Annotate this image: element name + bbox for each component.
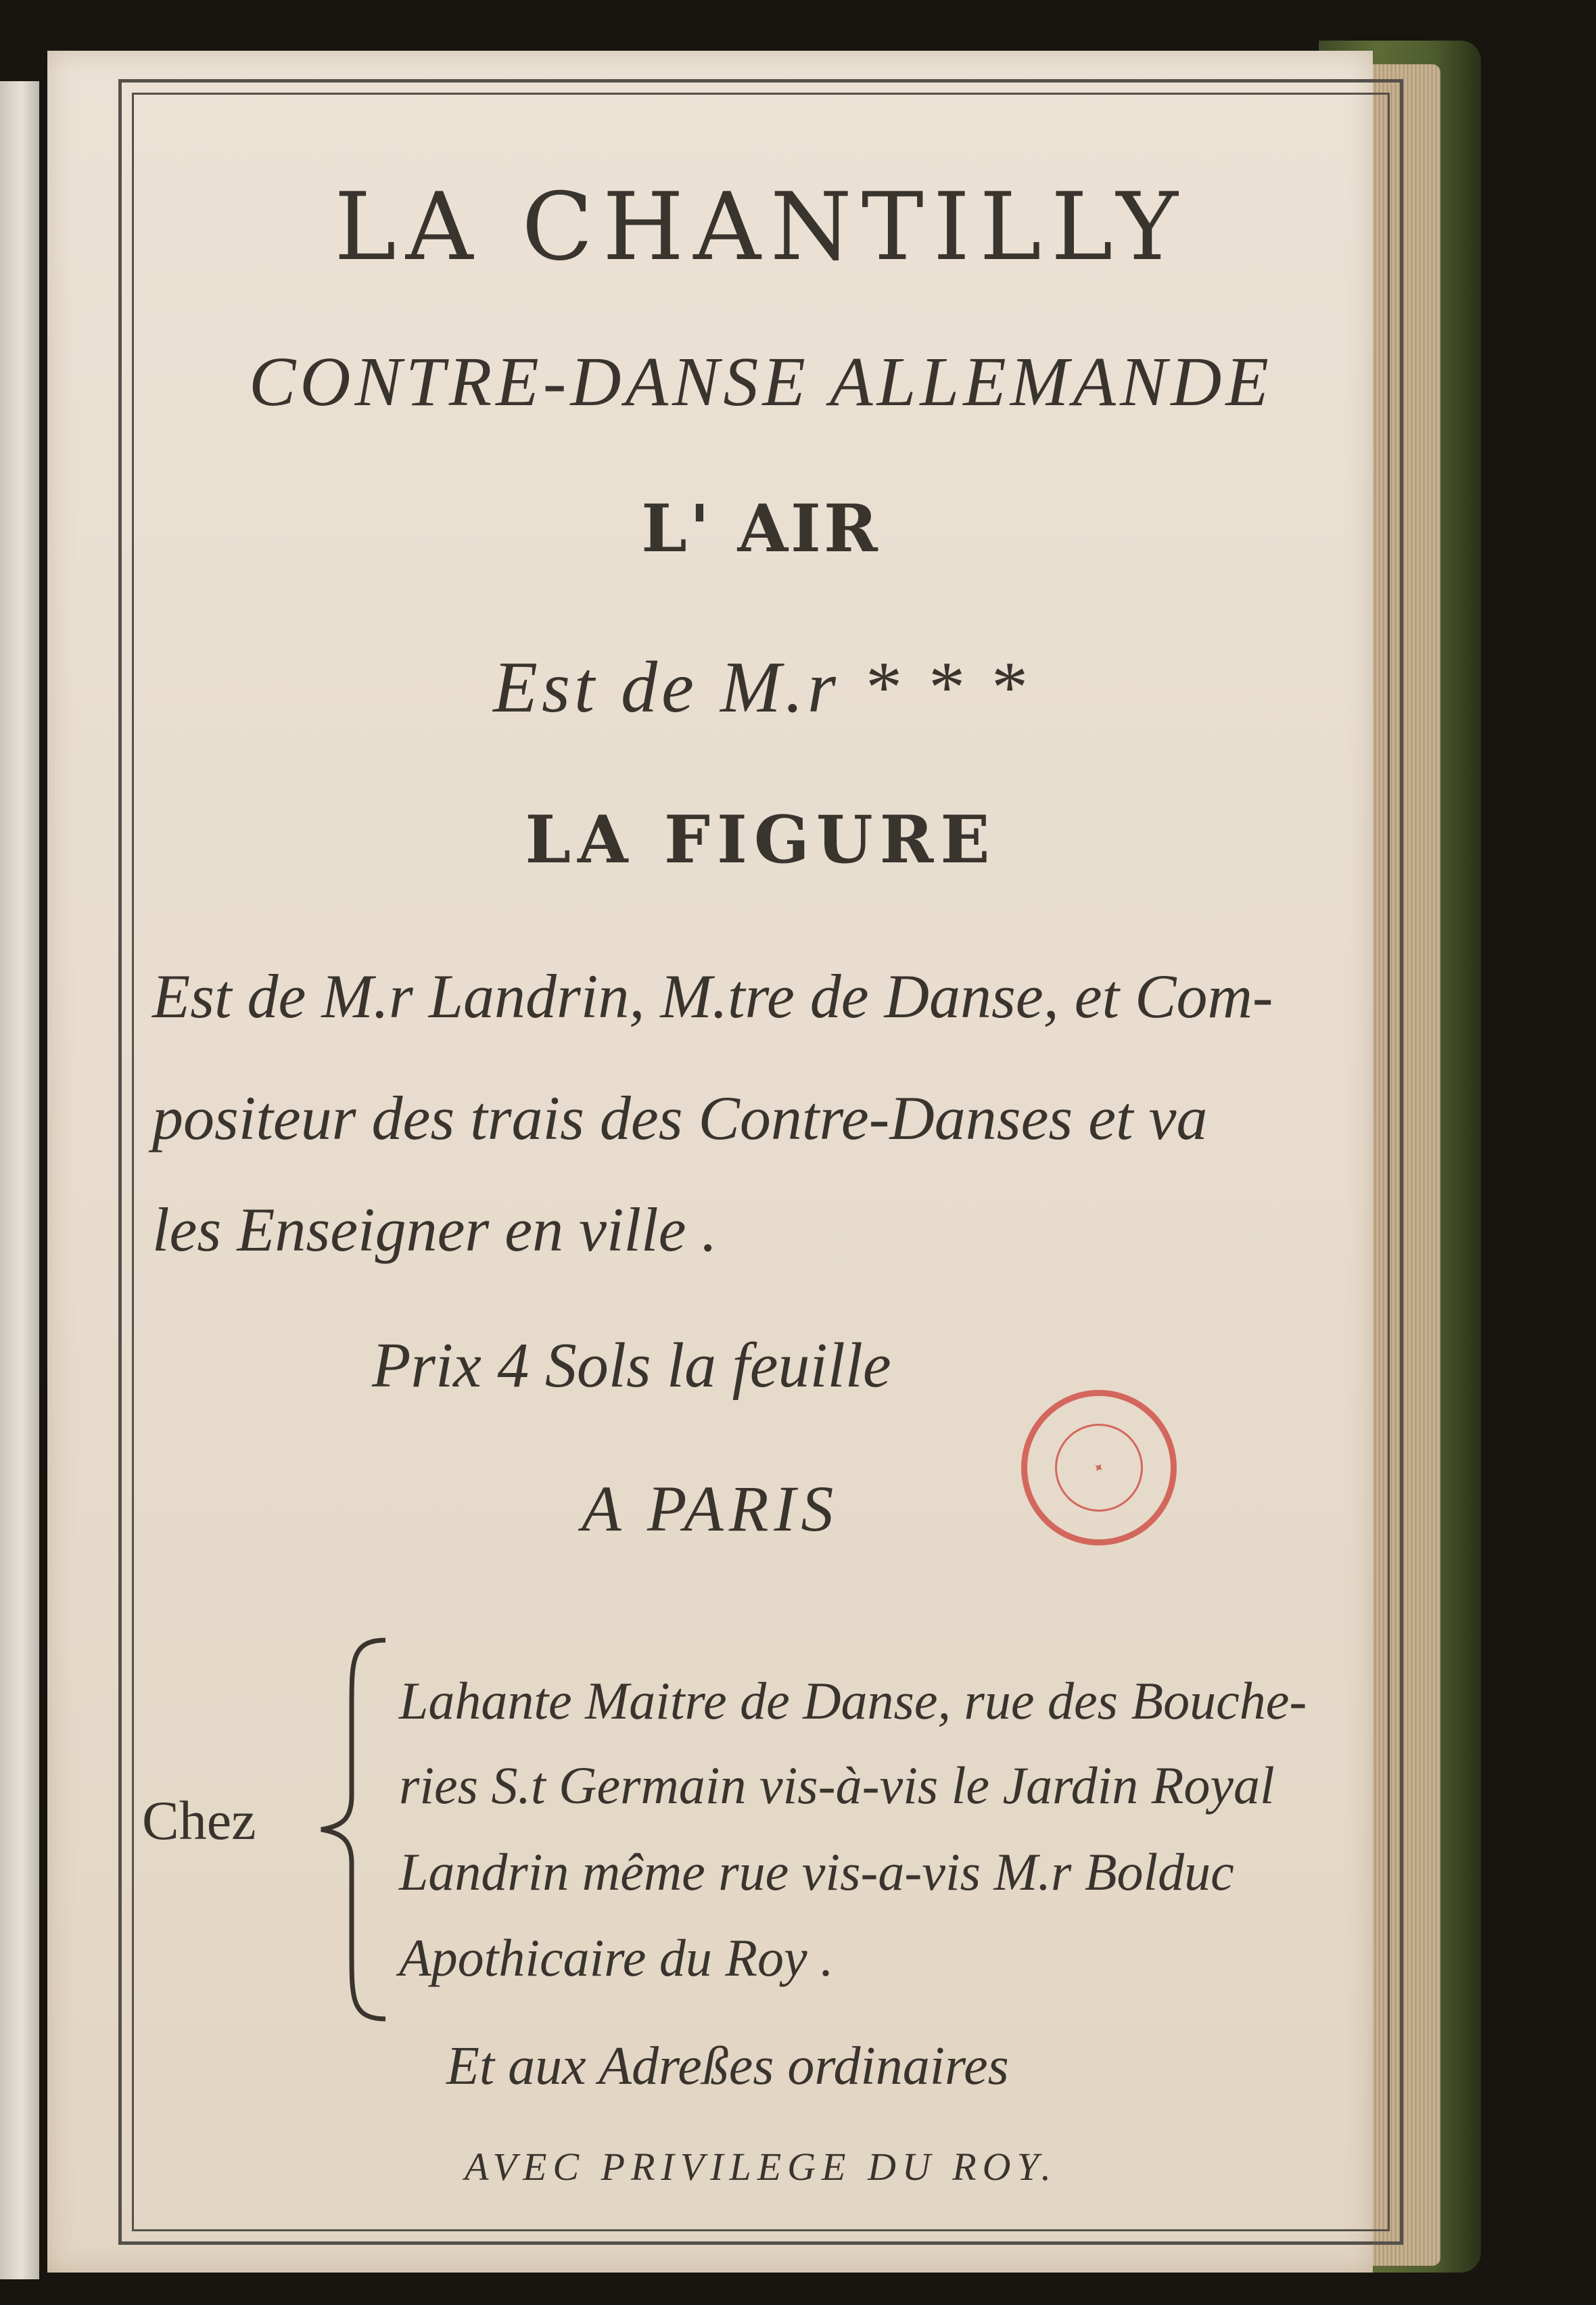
curly-brace-icon: [311, 1633, 392, 2026]
library-stamp-icon: [1021, 1390, 1177, 1545]
sellers-label: Chez: [142, 1790, 256, 1851]
seller-address-line: Landrin même rue vis-a-vis M.r Bolduc: [399, 1842, 1234, 1901]
page-subtitle: CONTRE-DANSE ALLEMANDE: [249, 343, 1273, 421]
royal-privilege-line: AVEC PRIVILEGE DU ROY.: [464, 2145, 1058, 2189]
air-heading: L' AIR: [641, 490, 881, 567]
library-stamp-inner-ring: ✦: [1037, 1406, 1160, 1529]
figure-text-line: positeur des trais des Contre-Danses et va: [152, 1084, 1208, 1152]
air-author: Est de M.r * * *: [493, 647, 1029, 728]
ordinary-addresses-line: Et aux Adreßes ordinaires: [446, 2036, 1009, 2096]
price-line: Prix 4 Sols la feuille: [372, 1330, 891, 1401]
title-page: [47, 51, 1373, 2273]
page-title: LA CHANTILLY: [334, 172, 1188, 281]
figure-heading: LA FIGURE: [525, 801, 997, 878]
place-line: A PARIS: [582, 1472, 839, 1545]
figure-text-line: Est de M.r Landrin, M.tre de Danse, et Com-: [152, 962, 1273, 1031]
seller-address-line: Apothicaire du Roy .: [399, 1928, 834, 1987]
seller-address-line: Lahante Maitre de Danse, rue des Bouche-: [399, 1671, 1307, 1730]
left-page-edge: [0, 81, 39, 2279]
figure-text-line: les Enseigner en ville .: [152, 1195, 718, 1264]
seller-address-line: ries S.t Germain vis-à-vis le Jardin Royal: [399, 1756, 1275, 1815]
